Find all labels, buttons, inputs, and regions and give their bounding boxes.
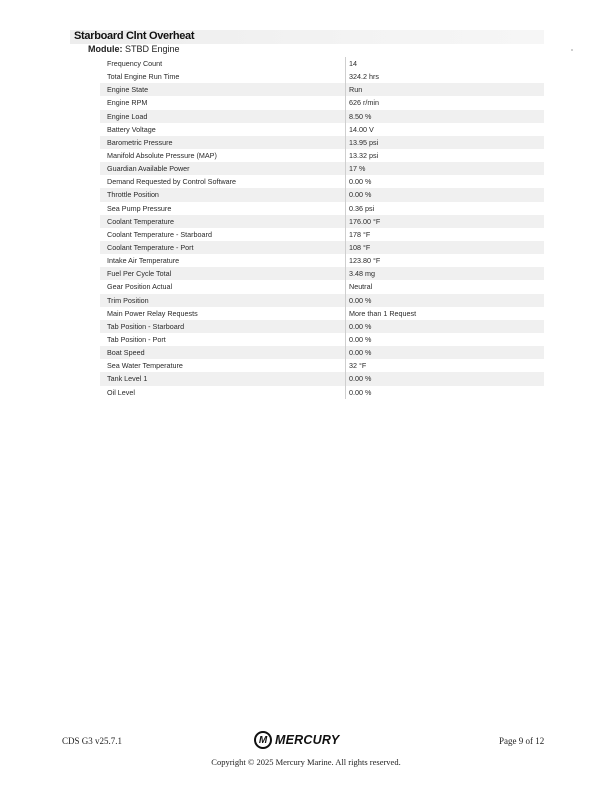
row-value: 0.00 % xyxy=(349,374,372,384)
table-row xyxy=(100,386,544,399)
mercury-logo-icon: M xyxy=(254,731,272,749)
column-divider xyxy=(345,57,346,399)
table-row xyxy=(100,241,544,254)
report-title: Starboard Clnt Overheat xyxy=(74,30,195,42)
table-row xyxy=(100,175,544,188)
row-value: 13.32 psi xyxy=(349,150,379,160)
table-row xyxy=(100,267,544,280)
table-row xyxy=(100,202,544,215)
row-value: 626 r/min xyxy=(349,98,379,108)
row-label: Barometric Pressure xyxy=(107,137,173,147)
row-label: Engine Load xyxy=(107,111,148,121)
table-row xyxy=(100,57,544,70)
row-label: Sea Water Temperature xyxy=(107,361,183,371)
row-value: 14 xyxy=(349,59,357,68)
table-row xyxy=(100,294,544,307)
row-value: 14.00 V xyxy=(349,124,374,134)
row-label: Boat Speed xyxy=(107,348,145,358)
row-value: 32 °F xyxy=(349,361,367,371)
module-line xyxy=(88,44,180,54)
row-value: More than 1 Request xyxy=(349,308,417,318)
row-label: Engine RPM xyxy=(107,98,148,108)
table-row xyxy=(100,70,544,83)
row-label: Frequency Count xyxy=(107,59,163,68)
software-version: CDS G3 v25.7.1 xyxy=(62,736,123,746)
row-value: 0.36 psi xyxy=(349,203,375,213)
row-value: 324.2 hrs xyxy=(349,72,379,82)
table-row xyxy=(100,149,544,162)
table-row xyxy=(100,333,544,346)
row-label: Tab Position - Starboard xyxy=(107,321,185,331)
row-value: 0.00 % xyxy=(349,295,372,305)
row-label: Guardian Available Power xyxy=(107,164,190,174)
row-value: 13.95 psi xyxy=(349,137,379,147)
copyright-notice: Copyright © 2025 Mercury Marine. All rights reserved. xyxy=(211,757,401,767)
table-row xyxy=(100,346,544,359)
mercury-logo xyxy=(254,730,339,750)
row-label: Engine State xyxy=(107,85,149,95)
table-row xyxy=(100,280,544,293)
row-label: Manifold Absolute Pressure (MAP) xyxy=(107,150,217,160)
scan-speck xyxy=(571,49,573,51)
row-label: Throttle Position xyxy=(107,190,159,200)
table-row xyxy=(100,83,544,96)
table-row xyxy=(100,96,544,109)
mercury-logo-text: MERCURY xyxy=(275,733,340,747)
row-label: Battery Voltage xyxy=(107,124,156,134)
row-label: Total Engine Run Time xyxy=(107,72,180,82)
table-row xyxy=(100,162,544,175)
row-label: Coolant Temperature - Starboard xyxy=(107,229,212,239)
row-label: Intake Air Temperature xyxy=(107,256,180,266)
row-value: 108 °F xyxy=(349,242,371,252)
row-value: 17 % xyxy=(349,164,366,174)
row-value: 0.00 % xyxy=(349,177,372,187)
row-label: Main Power Relay Requests xyxy=(107,308,198,318)
row-value: 0.00 % xyxy=(349,190,372,200)
page-number: Page 9 of 12 xyxy=(499,736,545,746)
row-value: 176.00 °F xyxy=(349,216,381,226)
table-row xyxy=(100,307,544,320)
row-label: Oil Level xyxy=(107,387,135,397)
table-row xyxy=(100,254,544,267)
table-row xyxy=(100,215,544,228)
table-row xyxy=(100,372,544,385)
row-value: 8.50 % xyxy=(349,111,372,121)
table-row xyxy=(100,110,544,123)
row-label: Sea Pump Pressure xyxy=(107,203,172,213)
module-value: STBD Engine xyxy=(125,44,180,54)
row-label: Coolant Temperature xyxy=(107,216,174,226)
table-row xyxy=(100,123,544,136)
parameter-table xyxy=(100,57,544,399)
table-row xyxy=(100,136,544,149)
row-label: Tank Level 1 xyxy=(107,374,148,384)
table-row xyxy=(100,359,544,372)
table-row xyxy=(100,320,544,333)
row-label: Coolant Temperature - Port xyxy=(107,242,194,252)
row-value: 3.48 mg xyxy=(349,269,375,279)
row-value: 0.00 % xyxy=(349,348,372,358)
row-label: Tab Position - Port xyxy=(107,334,166,344)
module-label: Module: xyxy=(88,44,123,54)
row-label: Gear Position Actual xyxy=(107,282,173,292)
row-label: Fuel Per Cycle Total xyxy=(107,269,172,279)
row-value: 0.00 % xyxy=(349,387,372,397)
table-row xyxy=(100,228,544,241)
row-value: Neutral xyxy=(349,282,373,292)
table-row xyxy=(100,188,544,201)
row-value: 178 °F xyxy=(349,229,371,239)
row-label: Trim Position xyxy=(107,295,149,305)
row-label: Demand Requested by Control Software xyxy=(107,177,237,187)
row-value: 0.00 % xyxy=(349,334,372,344)
row-value: 123.80 °F xyxy=(349,256,381,266)
row-value: Run xyxy=(349,85,363,95)
row-value: 0.00 % xyxy=(349,321,372,331)
